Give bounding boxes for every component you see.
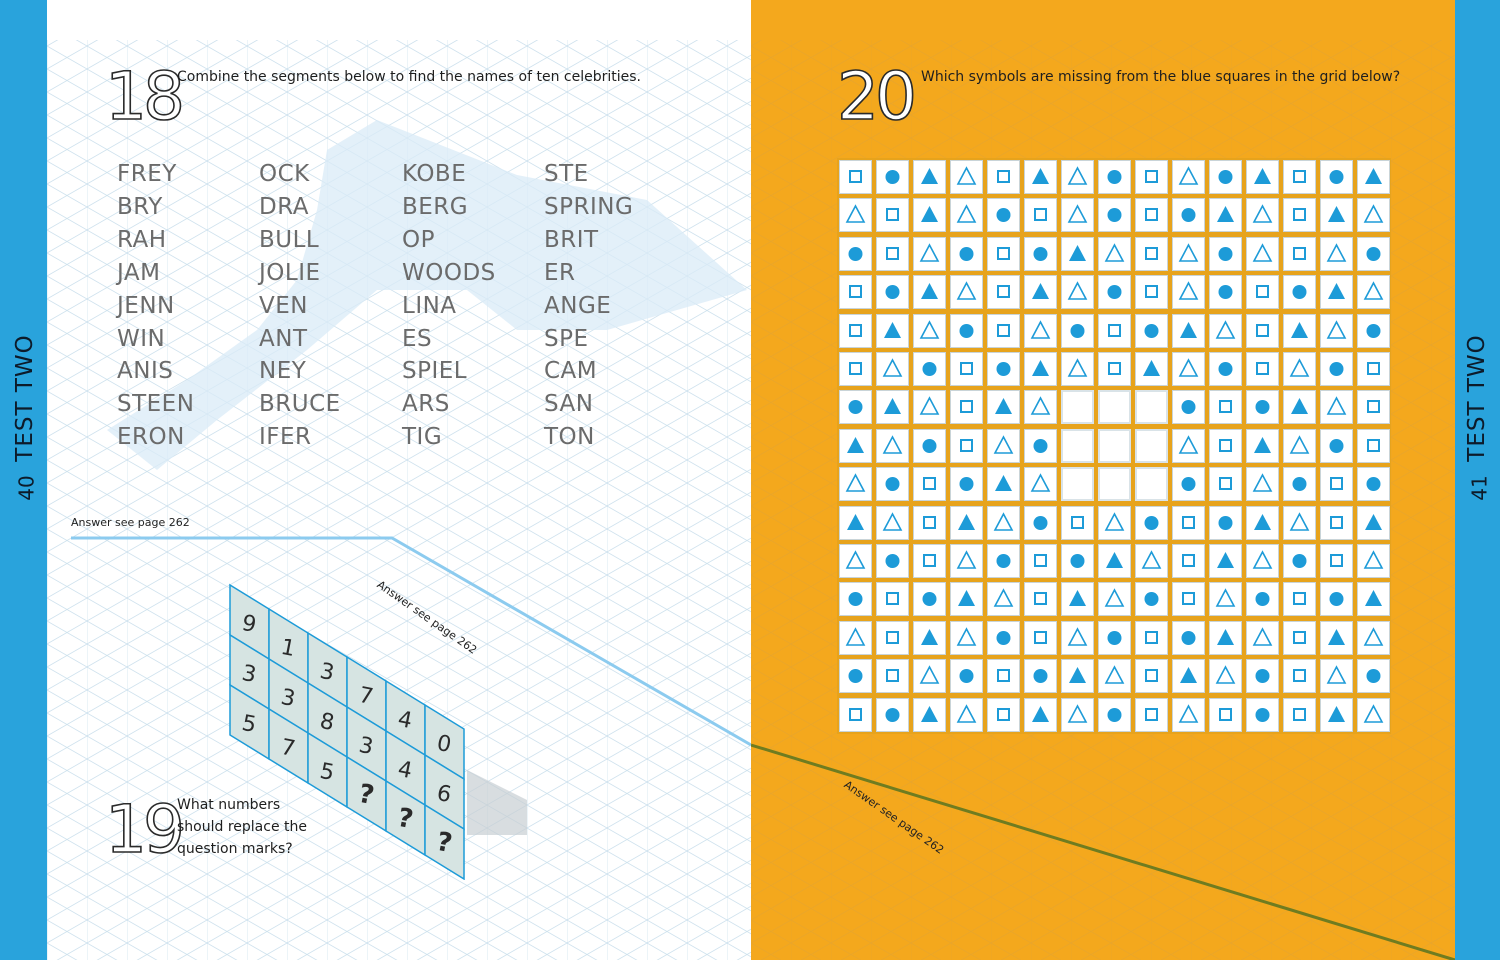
segment-word: WOODS: [402, 259, 496, 286]
open-triangle-icon: [1320, 390, 1353, 424]
open-square-icon: [1172, 544, 1205, 578]
number-cell-value: 7: [278, 734, 298, 763]
puzzle-18-answer-ref: Answer see page 262: [71, 516, 190, 529]
open-triangle-icon: [913, 659, 946, 693]
open-triangle-icon: [1246, 544, 1279, 578]
segment-word: BRY: [117, 193, 163, 220]
open-square-icon: [1024, 544, 1057, 578]
open-triangle-icon: [876, 352, 909, 386]
open-triangle-icon: [1061, 275, 1094, 309]
open-square-icon: [1209, 429, 1242, 463]
filled-circle-icon: [950, 237, 983, 271]
open-square-icon: [1320, 467, 1353, 501]
segment-word: ER: [544, 259, 576, 286]
blank-blue-square: [1061, 467, 1094, 501]
open-triangle-icon: [1246, 467, 1279, 501]
filled-circle-icon: [876, 467, 909, 501]
filled-circle-icon: [987, 621, 1020, 655]
open-square-icon: [1283, 160, 1316, 194]
open-triangle-icon: [1246, 198, 1279, 232]
open-square-icon: [839, 275, 872, 309]
puzzle-20-number: 20: [837, 58, 913, 135]
filled-circle-icon: [1357, 467, 1390, 501]
filled-circle-icon: [1209, 506, 1242, 540]
open-square-icon: [876, 198, 909, 232]
segment-word: DRA: [259, 193, 309, 220]
filled-circle-icon: [1024, 429, 1057, 463]
open-square-icon: [1283, 698, 1316, 732]
filled-circle-icon: [1283, 275, 1316, 309]
filled-triangle-icon: [1357, 506, 1390, 540]
segment-word: TIG: [402, 424, 443, 451]
blank-blue-square: [1098, 467, 1131, 501]
puzzle-19-answer-ref: Answer see page 262: [374, 578, 480, 657]
segment-word: ES: [402, 325, 433, 352]
right-side-bar: [1455, 0, 1500, 960]
open-square-icon: [1246, 352, 1279, 386]
segment-word: JENN: [117, 292, 175, 319]
segment-word: NEY: [259, 358, 307, 385]
segment-word: OCK: [259, 161, 310, 187]
filled-triangle-icon: [1061, 659, 1094, 693]
open-square-icon: [987, 160, 1020, 194]
filled-triangle-icon: [1135, 352, 1168, 386]
open-triangle-icon: [1320, 659, 1353, 693]
open-triangle-icon: [1172, 429, 1205, 463]
segment-word: STEEN: [117, 391, 195, 418]
segment-word: ARS: [402, 391, 450, 418]
puzzle-19-prompt-line-2: should replace the: [177, 819, 307, 835]
right-page-number: 41: [1467, 475, 1492, 501]
open-square-icon: [1135, 275, 1168, 309]
puzzle-19-prompt-line-1: What numbers: [177, 797, 281, 813]
segment-word: TON: [544, 424, 595, 451]
filled-triangle-icon: [1024, 698, 1057, 732]
filled-triangle-icon: [987, 467, 1020, 501]
segment-word: KOBE: [402, 161, 467, 187]
blank-blue-square: [1135, 429, 1168, 463]
open-triangle-icon: [1061, 698, 1094, 732]
filled-circle-icon: [950, 314, 983, 348]
filled-triangle-icon: [1320, 275, 1353, 309]
open-triangle-icon: [1024, 467, 1057, 501]
open-square-icon: [1283, 582, 1316, 616]
filled-triangle-icon: [950, 506, 983, 540]
filled-triangle-icon: [1357, 160, 1390, 194]
open-square-icon: [1135, 659, 1168, 693]
segment-word: OP: [402, 226, 435, 253]
open-square-icon: [950, 352, 983, 386]
number-cell-value: 1: [278, 634, 298, 663]
open-triangle-icon: [913, 314, 946, 348]
segment-word: SAN: [544, 391, 594, 418]
open-square-icon: [1209, 390, 1242, 424]
filled-circle-icon: [913, 429, 946, 463]
puzzle-19-number: 19: [105, 791, 181, 868]
filled-circle-icon: [950, 659, 983, 693]
filled-circle-icon: [987, 198, 1020, 232]
open-triangle-icon: [1061, 352, 1094, 386]
number-cell-value: 8: [317, 708, 337, 737]
filled-circle-icon: [1098, 621, 1131, 655]
filled-circle-icon: [1061, 314, 1094, 348]
question-mark-cell-value: ?: [434, 826, 455, 860]
filled-triangle-icon: [913, 698, 946, 732]
filled-triangle-icon: [913, 275, 946, 309]
filled-triangle-icon: [1024, 160, 1057, 194]
filled-circle-icon: [1357, 314, 1390, 348]
open-square-icon: [1135, 621, 1168, 655]
filled-triangle-icon: [839, 429, 872, 463]
filled-circle-icon: [1098, 160, 1131, 194]
open-square-icon: [1135, 237, 1168, 271]
segment-word: RAH: [117, 226, 167, 253]
blank-blue-square: [1061, 429, 1094, 463]
open-square-icon: [1024, 582, 1057, 616]
filled-circle-icon: [1024, 659, 1057, 693]
open-square-icon: [987, 659, 1020, 693]
filled-circle-icon: [1061, 544, 1094, 578]
open-triangle-icon: [876, 429, 909, 463]
filled-circle-icon: [1320, 160, 1353, 194]
filled-circle-icon: [950, 467, 983, 501]
open-square-icon: [1098, 352, 1131, 386]
puzzle-19-prompt-line-3: question marks?: [177, 841, 293, 857]
filled-triangle-icon: [839, 506, 872, 540]
filled-circle-icon: [1357, 237, 1390, 271]
filled-triangle-icon: [1209, 621, 1242, 655]
filled-circle-icon: [913, 582, 946, 616]
filled-circle-icon: [1024, 506, 1057, 540]
open-triangle-icon: [839, 621, 872, 655]
open-triangle-icon: [1061, 621, 1094, 655]
segment-word: BULL: [259, 226, 320, 253]
open-square-icon: [1098, 314, 1131, 348]
filled-triangle-icon: [1283, 390, 1316, 424]
open-square-icon: [1357, 352, 1390, 386]
open-triangle-icon: [876, 506, 909, 540]
puzzle-20-symbol-grid: [837, 158, 1391, 734]
open-triangle-icon: [1024, 390, 1057, 424]
blank-blue-square: [1135, 390, 1168, 424]
open-square-icon: [839, 314, 872, 348]
puzzle-20-answer-ref: Answer see page 262: [841, 778, 947, 857]
filled-circle-icon: [1209, 352, 1242, 386]
segment-word: ERON: [117, 424, 185, 451]
open-square-icon: [1357, 390, 1390, 424]
open-square-icon: [1283, 237, 1316, 271]
open-square-icon: [1246, 275, 1279, 309]
filled-triangle-icon: [1246, 506, 1279, 540]
filled-circle-icon: [1320, 352, 1353, 386]
open-square-icon: [1172, 582, 1205, 616]
blank-blue-square: [1061, 390, 1094, 424]
segment-word: ANIS: [117, 358, 174, 385]
segment-word: JAM: [117, 259, 161, 286]
filled-circle-icon: [1098, 275, 1131, 309]
open-square-icon: [839, 698, 872, 732]
open-triangle-icon: [1320, 314, 1353, 348]
open-triangle-icon: [1061, 198, 1094, 232]
filled-circle-icon: [876, 160, 909, 194]
puzzle-18-prompt: Combine the segments below to find the names of ten celebrities.: [177, 69, 641, 85]
filled-circle-icon: [1135, 582, 1168, 616]
filled-circle-icon: [1246, 390, 1279, 424]
filled-triangle-icon: [913, 160, 946, 194]
open-square-icon: [876, 659, 909, 693]
filled-triangle-icon: [913, 621, 946, 655]
open-square-icon: [876, 621, 909, 655]
filled-circle-icon: [839, 237, 872, 271]
open-triangle-icon: [1098, 506, 1131, 540]
number-cell-value: 7: [356, 682, 376, 711]
open-square-icon: [913, 544, 946, 578]
open-square-icon: [1283, 621, 1316, 655]
open-triangle-icon: [987, 429, 1020, 463]
segment-word: CAM: [544, 358, 598, 385]
filled-triangle-icon: [1283, 314, 1316, 348]
open-triangle-icon: [1172, 698, 1205, 732]
open-triangle-icon: [913, 390, 946, 424]
filled-circle-icon: [876, 275, 909, 309]
open-triangle-icon: [1357, 698, 1390, 732]
left-page-number: 40: [14, 475, 39, 501]
segment-word: IFER: [259, 424, 312, 451]
left-section-label: TEST TWO: [12, 334, 38, 462]
open-triangle-icon: [839, 467, 872, 501]
open-triangle-icon: [950, 698, 983, 732]
filled-triangle-icon: [1024, 352, 1057, 386]
open-square-icon: [1061, 506, 1094, 540]
question-mark-cell-value: ?: [356, 778, 377, 812]
segment-word: STE: [544, 161, 589, 187]
segment-word: SPIEL: [402, 358, 468, 385]
open-square-icon: [876, 237, 909, 271]
open-triangle-icon: [1283, 506, 1316, 540]
filled-triangle-icon: [1061, 582, 1094, 616]
open-triangle-icon: [950, 275, 983, 309]
filled-triangle-icon: [1024, 275, 1057, 309]
blank-blue-square: [1135, 467, 1168, 501]
filled-circle-icon: [1135, 314, 1168, 348]
filled-circle-icon: [1283, 544, 1316, 578]
segment-word: FREY: [117, 161, 177, 187]
segment-word: WIN: [117, 325, 166, 352]
filled-triangle-icon: [876, 314, 909, 348]
question-mark-cell-value: ?: [395, 802, 416, 836]
open-triangle-icon: [1172, 237, 1205, 271]
filled-circle-icon: [839, 582, 872, 616]
filled-circle-icon: [913, 352, 946, 386]
filled-circle-icon: [1024, 237, 1057, 271]
filled-circle-icon: [876, 698, 909, 732]
open-square-icon: [1283, 659, 1316, 693]
open-triangle-icon: [950, 544, 983, 578]
open-square-icon: [1135, 698, 1168, 732]
filled-circle-icon: [1172, 467, 1205, 501]
left-side-bar: [0, 0, 47, 960]
number-cell-value: 3: [278, 684, 298, 713]
filled-triangle-icon: [1098, 544, 1131, 578]
segment-word: BERG: [402, 193, 469, 220]
number-cell-value: 3: [239, 660, 259, 689]
filled-circle-icon: [839, 659, 872, 693]
puzzle-20-prompt: Which symbols are missing from the blue squares in the grid below?: [921, 69, 1401, 85]
puzzle-18-number: 18: [105, 58, 181, 135]
filled-triangle-icon: [1172, 659, 1205, 693]
filled-triangle-icon: [950, 582, 983, 616]
filled-circle-icon: [1320, 429, 1353, 463]
open-square-icon: [987, 237, 1020, 271]
open-triangle-icon: [1320, 237, 1353, 271]
segment-word: BRIT: [544, 226, 599, 253]
open-triangle-icon: [1098, 582, 1131, 616]
open-square-icon: [913, 467, 946, 501]
blank-blue-square: [1098, 390, 1131, 424]
filled-triangle-icon: [913, 198, 946, 232]
segment-word: BRUCE: [259, 391, 341, 418]
open-square-icon: [1246, 314, 1279, 348]
filled-circle-icon: [1209, 237, 1242, 271]
number-cell-value: 4: [395, 756, 415, 785]
number-cell-value: 6: [434, 780, 454, 809]
filled-circle-icon: [1098, 698, 1131, 732]
filled-circle-icon: [987, 352, 1020, 386]
open-triangle-icon: [1283, 352, 1316, 386]
open-triangle-icon: [839, 544, 872, 578]
open-triangle-icon: [1098, 237, 1131, 271]
filled-circle-icon: [1172, 198, 1205, 232]
open-triangle-icon: [1209, 582, 1242, 616]
open-square-icon: [876, 582, 909, 616]
number-cell-value: 5: [239, 710, 259, 739]
open-triangle-icon: [1061, 160, 1094, 194]
open-square-icon: [1320, 544, 1353, 578]
open-square-icon: [1209, 698, 1242, 732]
open-triangle-icon: [1172, 275, 1205, 309]
open-square-icon: [1283, 198, 1316, 232]
filled-circle-icon: [1246, 698, 1279, 732]
open-square-icon: [950, 390, 983, 424]
blank-blue-square: [1098, 429, 1131, 463]
filled-triangle-icon: [1061, 237, 1094, 271]
open-triangle-icon: [1209, 314, 1242, 348]
open-square-icon: [1024, 621, 1057, 655]
open-square-icon: [1172, 506, 1205, 540]
open-triangle-icon: [1172, 160, 1205, 194]
filled-circle-icon: [1246, 582, 1279, 616]
filled-triangle-icon: [1172, 314, 1205, 348]
filled-circle-icon: [1357, 659, 1390, 693]
right-section-label: TEST TWO: [1464, 334, 1490, 462]
filled-triangle-icon: [1320, 621, 1353, 655]
filled-triangle-icon: [1320, 198, 1353, 232]
number-cell-value: 3: [356, 732, 376, 761]
number-cell-value: 4: [395, 706, 415, 735]
filled-circle-icon: [1209, 275, 1242, 309]
open-square-icon: [1320, 506, 1353, 540]
open-triangle-icon: [1098, 659, 1131, 693]
open-triangle-icon: [1283, 429, 1316, 463]
open-triangle-icon: [913, 237, 946, 271]
segment-word: LINA: [402, 292, 457, 319]
filled-circle-icon: [1172, 621, 1205, 655]
open-triangle-icon: [839, 198, 872, 232]
filled-triangle-icon: [1320, 698, 1353, 732]
open-square-icon: [1357, 429, 1390, 463]
segment-word: JOLIE: [259, 259, 321, 286]
filled-circle-icon: [1135, 506, 1168, 540]
filled-circle-icon: [1098, 198, 1131, 232]
open-triangle-icon: [950, 621, 983, 655]
puzzle-19-number-grid: [225, 580, 485, 880]
filled-circle-icon: [876, 544, 909, 578]
filled-triangle-icon: [1246, 160, 1279, 194]
open-square-icon: [913, 506, 946, 540]
open-triangle-icon: [1246, 237, 1279, 271]
segment-word: VEN: [259, 292, 308, 319]
filled-circle-icon: [987, 544, 1020, 578]
segment-word: ANT: [259, 325, 308, 352]
filled-circle-icon: [1246, 659, 1279, 693]
filled-triangle-icon: [876, 390, 909, 424]
open-triangle-icon: [1209, 659, 1242, 693]
filled-circle-icon: [1320, 582, 1353, 616]
open-triangle-icon: [1357, 198, 1390, 232]
open-square-icon: [1209, 467, 1242, 501]
filled-triangle-icon: [1357, 582, 1390, 616]
open-square-icon: [950, 429, 983, 463]
open-square-icon: [987, 314, 1020, 348]
filled-circle-icon: [839, 390, 872, 424]
open-triangle-icon: [1357, 544, 1390, 578]
filled-triangle-icon: [1246, 429, 1279, 463]
filled-triangle-icon: [987, 390, 1020, 424]
open-triangle-icon: [987, 506, 1020, 540]
open-square-icon: [987, 698, 1020, 732]
filled-circle-icon: [1209, 160, 1242, 194]
filled-circle-icon: [1172, 390, 1205, 424]
open-triangle-icon: [1246, 621, 1279, 655]
number-cell-value: 9: [239, 610, 259, 639]
open-triangle-icon: [987, 582, 1020, 616]
open-square-icon: [839, 352, 872, 386]
number-cell-value: 0: [434, 730, 454, 759]
open-triangle-icon: [950, 160, 983, 194]
open-triangle-icon: [1357, 275, 1390, 309]
number-cell-value: 5: [317, 758, 337, 787]
open-triangle-icon: [1135, 544, 1168, 578]
open-square-icon: [987, 275, 1020, 309]
open-square-icon: [1135, 198, 1168, 232]
segment-word: SPE: [544, 325, 589, 352]
number-cell-value: 3: [317, 658, 337, 687]
open-triangle-icon: [950, 198, 983, 232]
segment-word: ANGE: [544, 292, 612, 319]
open-square-icon: [1024, 198, 1057, 232]
open-square-icon: [839, 160, 872, 194]
open-triangle-icon: [1172, 352, 1205, 386]
filled-triangle-icon: [1209, 198, 1242, 232]
filled-circle-icon: [1283, 467, 1316, 501]
open-triangle-icon: [1024, 314, 1057, 348]
open-square-icon: [1135, 160, 1168, 194]
open-triangle-icon: [1357, 621, 1390, 655]
filled-triangle-icon: [1209, 544, 1242, 578]
segment-word: SPRING: [544, 193, 634, 220]
